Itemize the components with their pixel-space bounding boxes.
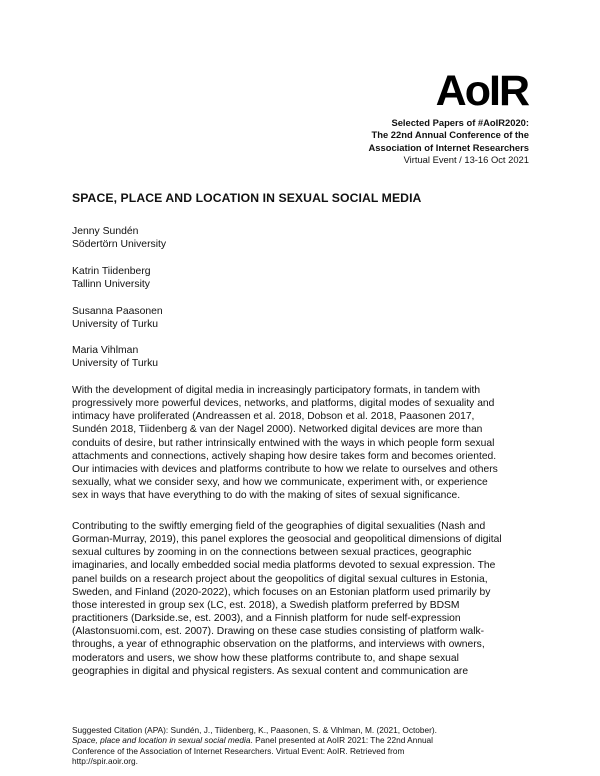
text-line: conduits of desire, but rather intrinsically entwined with the ways in which people form sexual (72, 437, 495, 449)
conference-line: Association of Internet Researchers (368, 141, 529, 153)
text-line: those interested in group sex (LC, est. 2018), a Swedish platform preferred by BDSM (72, 599, 460, 611)
text-line: progressively more powerful devices, networks, and platforms, digital modes of sexuality and (72, 398, 495, 410)
event-line: Virtual Event / 13-16 Oct 2021 (403, 154, 529, 166)
text-line: attachments and connections, actively shaping how desire takes form and becomes oriented. (72, 450, 497, 462)
citation-line: Conference of the Association of Internet Researchers. Virtual Event: AoIR. Retrieved from (72, 745, 405, 756)
text-line: panel builds on a research project about the geopolitics of digital sexual cultures in Estonia, (72, 573, 488, 585)
body-paragraph (72, 520, 532, 678)
author-block (72, 225, 166, 251)
author-name: Jenny Sundén (72, 226, 139, 237)
author-block (72, 305, 163, 331)
conference-line: The 22nd Annual Conference of the (371, 129, 529, 141)
citation-line (72, 735, 437, 745)
paper-title: SPACE, PLACE AND LOCATION IN SEXUAL SOCIAL MEDIA (72, 191, 422, 205)
conference-line: Selected Papers of #AoIR2020: (391, 117, 529, 128)
text-line: throughs, a year of ethnographic observation on the platforms, and interviews with owners, (72, 639, 485, 651)
text-line: intimacy have proliferated (Andreassen et al. 2018, Dobson et al. 2018, Paasonen 2017, (72, 411, 475, 423)
text-line: practitioners (Darkside.se, est. 2003), and a Finnish platform for nude self-expression (72, 613, 461, 625)
author-block (72, 344, 158, 370)
author-affiliation: Södertörn University (72, 239, 167, 250)
text-line: moderators and users, we show how these platforms contribute to, and shape sexual (72, 652, 459, 664)
text-line: sexual cultures by zooming in on the connections between sexual practices, geographic (72, 547, 472, 559)
conference-info (369, 117, 529, 167)
text-line: Sundén 2018, Tiidenberg & van der Nagel 2000). Networked digital devices are more than (72, 424, 483, 436)
citation-url: http://spir.aoir.org. (72, 755, 138, 766)
citation-italic-title: Space, place and location in sexual social media (72, 735, 251, 746)
body-paragraph (72, 384, 532, 502)
text-line: Our intimacies with devices and platforms contribute to how we relate to ourselves and others (72, 463, 498, 475)
author-name: Maria Vihlman (72, 345, 139, 356)
author-affiliation: University of Turku (72, 358, 159, 369)
author-name: Susanna Paasonen (72, 306, 163, 317)
suggested-citation (72, 725, 437, 766)
text-line: With the development of digital media in increasingly participatory formats, in tandem with (72, 385, 481, 396)
text-line: sex in ways that have everything to do with the making of sites of sexual significance. (72, 490, 461, 502)
text-line: (Alastonsuomi.com, est. 2007). Drawing on these case studies consisting of platform walk- (72, 626, 485, 638)
text-line: Gorman-Murray, 2019), this panel explores the geosocial and geopolitical dimensions of digital (72, 534, 502, 546)
citation-line-rest: . Panel presented at AoIR 2021: The 22nd Annual (250, 735, 434, 746)
aoir-logo: AoIR (435, 67, 528, 115)
text-line: Contributing to the swiftly emerging field of the geographies of digital sexualities (Nash and (72, 521, 486, 532)
text-line: Sweden, and Finland (2020-2022), which focuses on an Estonian platform used primarily by (72, 586, 491, 598)
text-line: geographies in digital and physical registers. As sexual content and communication are (72, 665, 469, 677)
author-affiliation: University of Turku (72, 319, 159, 330)
text-line: imaginaries, and locally embedded social media platforms devoted to sexual expression. The (72, 560, 496, 572)
text-line: sexually, what we consider sexy, and how we communicate, experiment with, or experience (72, 477, 488, 489)
author-name: Katrin Tiidenberg (72, 266, 151, 277)
author-affiliation: Tallinn University (72, 279, 150, 290)
author-block (72, 265, 151, 291)
citation-line: Suggested Citation (APA): Sundén, J., Tiidenberg, K., Paasonen, S. & Vihlman, M. (2021, October). (72, 725, 437, 735)
